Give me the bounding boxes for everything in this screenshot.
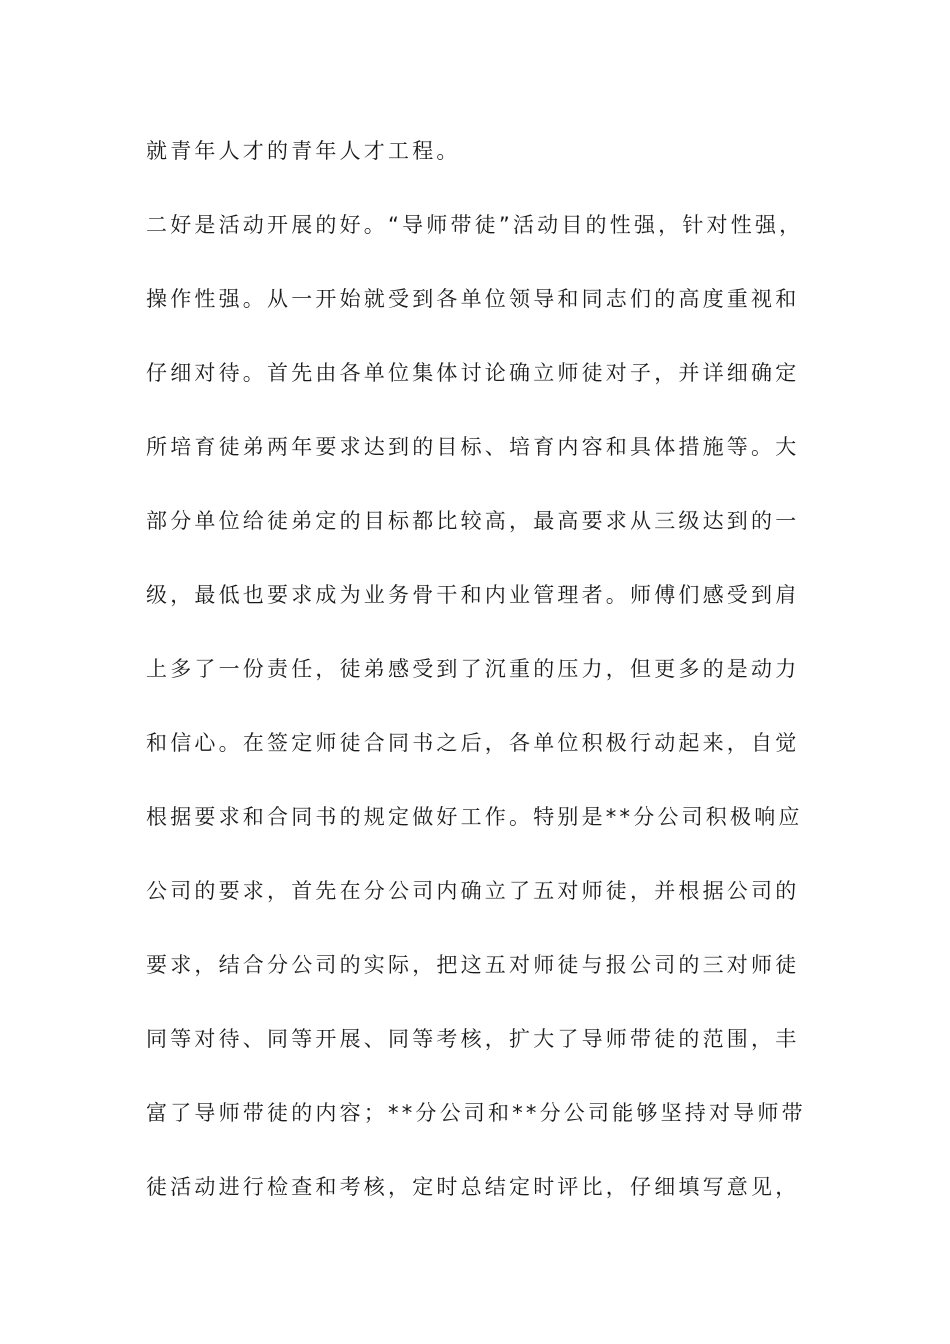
- text-line-8: 上多了一份责任，徒弟感受到了沉重的压力，但更多的是动力: [146, 657, 800, 681]
- text-line-1: 就青年人才的青年人才工程。: [146, 139, 461, 163]
- text-line-6: 部分单位给徒弟定的目标都比较高，最高要求从三级达到的一: [146, 509, 800, 533]
- text-line-10: 根据要求和合同书的规定做好工作。特别是**分公司积极响应: [146, 805, 803, 829]
- text-line-3: 操作性强。从一开始就受到各单位领导和同志们的高度重视和: [146, 287, 800, 311]
- text-line-15: 徒活动进行检查和考核，定时总结定时评比，仔细填写意见，: [146, 1175, 800, 1199]
- text-line-13: 同等对待、同等开展、同等考核，扩大了导师带徒的范围，丰: [146, 1027, 800, 1051]
- text-line-9: 和信心。在签定师徒合同书之后，各单位积极行动起来，自觉: [146, 731, 800, 755]
- text-line-11: 公司的要求，首先在分公司内确立了五对师徒，并根据公司的: [146, 879, 800, 903]
- text-line-12: 要求，结合分公司的实际，把这五对师徒与报公司的三对师徒: [146, 953, 800, 977]
- text-line-7: 级，最低也要求成为业务骨干和内业管理者。师傅们感受到肩: [146, 583, 800, 607]
- text-line-14: 富了导师带徒的内容；**分公司和**分公司能够坚持对导师带: [146, 1101, 806, 1125]
- text-line-5: 所培育徒弟两年要求达到的目标、培育内容和具体措施等。大: [146, 435, 800, 459]
- text-line-4: 仔细对待。首先由各单位集体讨论确立师徒对子，并详细确定: [146, 361, 800, 385]
- text-line-2: 二好是活动开展的好。“导师带徒”活动目的性强，针对性强，: [146, 213, 804, 237]
